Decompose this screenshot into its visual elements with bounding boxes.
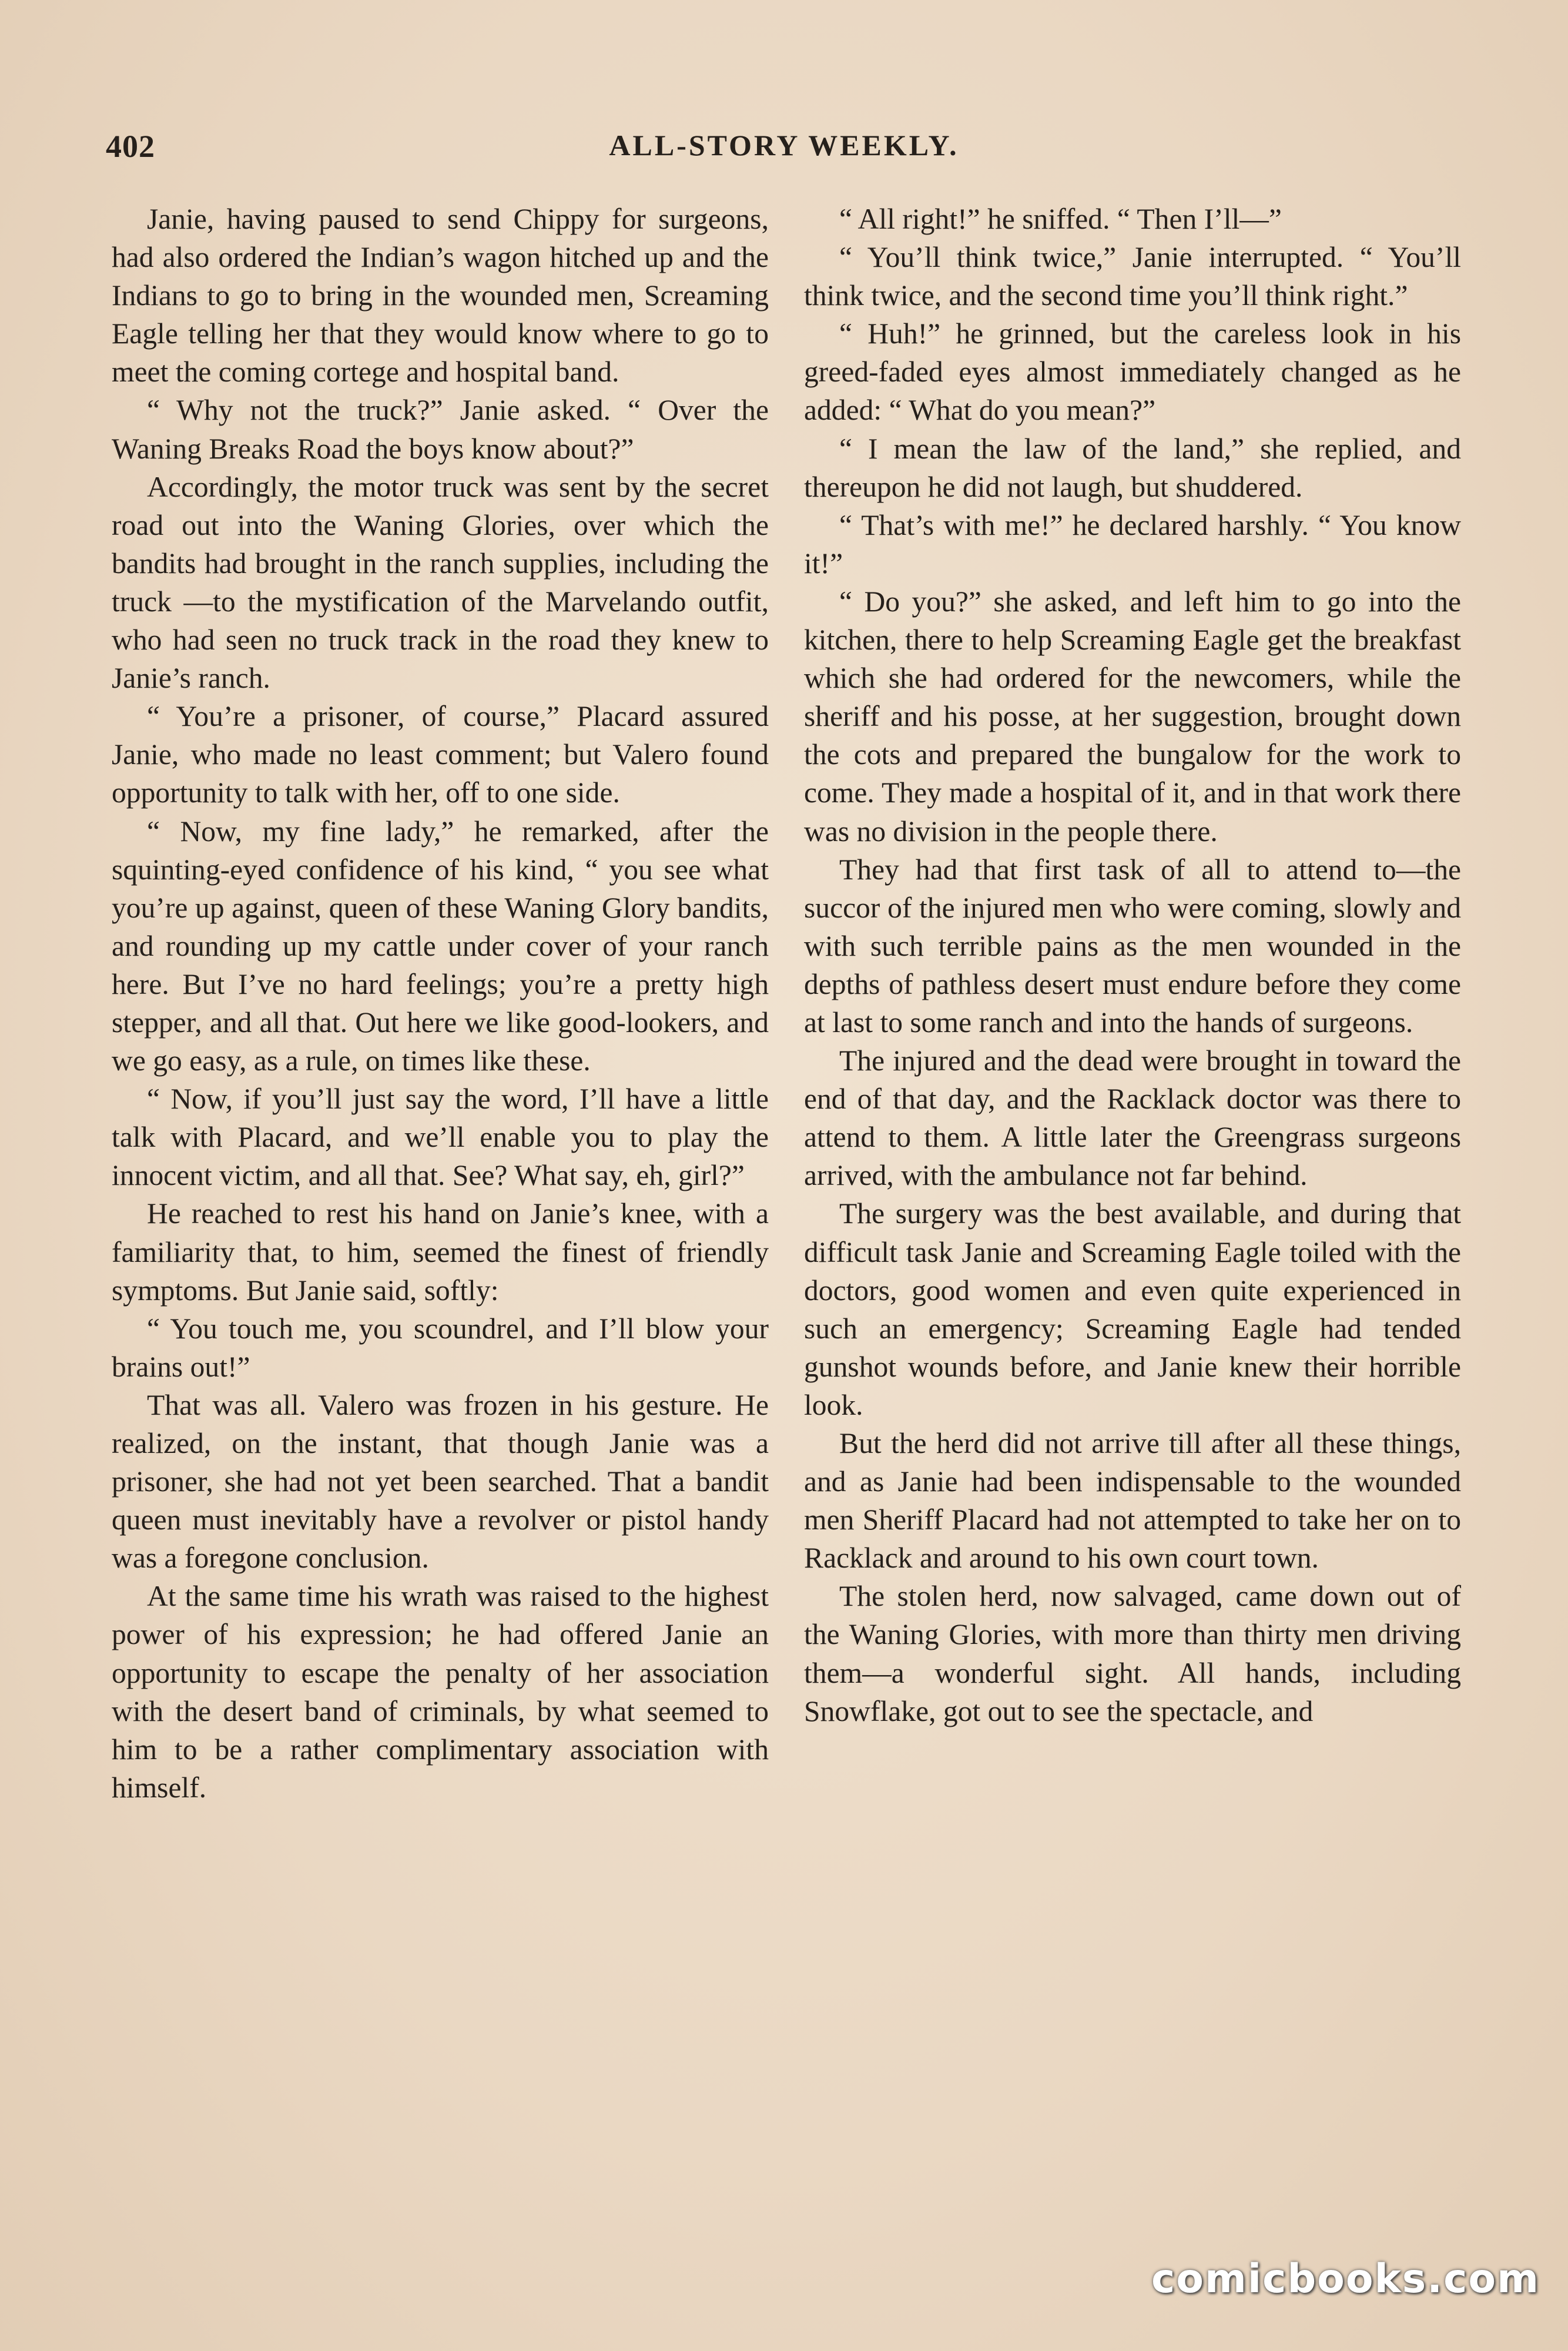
paragraph: The injured and the dead were brought in toward the end of that day, and the Racklack doctor was there to attend to them. A little later the Greengrass surgeons arrived, with the ambulance not far behind. xyxy=(804,1044,1461,1192)
watermark: comicbooks.com xyxy=(1151,2256,1540,2302)
page-number: 402 xyxy=(106,129,155,164)
running-head: ALL-STORY WEEKLY. xyxy=(609,129,959,162)
paragraph: Accordingly, the motor truck was sent by the secret road out into the Waning Glories, over which the bandits had brought in the ranch supplies, including the truck —to the mystification of the Marvelando outfit, who had seen no truck track in the road they knew to Janie’s ranch. xyxy=(112,470,769,695)
paragraph: “ Do you?” she asked, and left him to go into the kitchen, there to help Screaming Eagle get the breakfast which she had ordered for the newcomers, while the sheriff and his posse, at her suggestion, brought down the cots and prepared the bungalow for the work to come. They made a hospital of it, and in that work there was no division in the people there. xyxy=(804,585,1461,848)
paragraph: He reached to rest his hand on Janie’s knee, with a familiarity that, to him, seemed the finest of friendly symptoms. But Janie said, softly: xyxy=(112,1197,769,1307)
paragraph: “ You’re a prisoner, of course,” Placard assured Janie, who made no least comment; but Valero found opportunity to talk with her, off to one side. xyxy=(112,700,769,809)
paragraph: The surgery was the best available, and during that difficult task Janie and Screaming Eagle toiled with the doctors, good women and even quite experienced in such an emergency; Screaming Eagle had tended gunshot wounds before, and Janie knew their horrible look. xyxy=(804,1197,1461,1421)
paragraph: “ You touch me, you scoundrel, and I’ll blow your brains out!” xyxy=(112,1312,769,1383)
paragraph: Janie, having paused to send Chippy for surgeons, had also ordered the Indian’s wagon hitched up and the Indians to go to bring in the wounded men, Screaming Eagle telling her that they would know where to go to meet the coming cortege and hospital band. xyxy=(112,203,769,389)
left-column xyxy=(112,200,769,1807)
paragraph: But the herd did not arrive till after all these things, and as Janie had been indispensable to the wounded men Sheriff Placard had not attempted to take her on to Racklack and around to his own court town. xyxy=(804,1427,1461,1575)
paragraph: “ That’s with me!” he declared harshly. “ You know it!” xyxy=(804,508,1461,580)
page-header xyxy=(106,128,1462,175)
paragraph: “ All right!” he sniffed. “ Then I’ll—” xyxy=(839,203,1282,235)
paragraph: “ Now, my fine lady,” he remarked, after the squinting-eyed confidence of his kind, “ you see what you’re up against, queen of these Waning Glory bandits, and rounding up my cattle under cover of your ranch here. But I’ve no hard feelings; you’re a pretty high stepper, and all that. Out here we like good-lookers, and we go easy, as a rule, on times like these. xyxy=(112,815,769,1077)
paragraph: “ You’ll think twice,” Janie interrupted. “ You’ll think twice, and the second time you’ll think right.” xyxy=(804,241,1461,312)
paragraph: “ Now, if you’ll just say the word, I’ll have a little talk with Placard, and we’ll enable you to play the innocent victim, and all that. See? What say, eh, girl?” xyxy=(112,1083,769,1192)
paragraph: They had that first task of all to attend to—the succor of the injured men who were coming, slowly and with such terrible pains as the men wounded in the depths of pathless desert must endure before they come at last to some ranch and into the hands of surgeons. xyxy=(804,853,1461,1039)
paragraph: “ Why not the truck?” Janie asked. “ Over the Waning Breaks Road the boys know about?” xyxy=(112,394,769,465)
paragraph: “ I mean the law of the land,” she replied, and thereupon he did not laugh, but shuddered. xyxy=(804,432,1461,503)
paragraph: The stolen herd, now salvaged, came down out of the Waning Glories, with more than thirty men driving them—a wonderful sight. All hands, including Snowflake, got out to see the spectacle, and xyxy=(804,1580,1461,1727)
paragraph: That was all. Valero was frozen in his gesture. He realized, on the instant, that though Janie was a prisoner, she had not yet been searched. That a bandit queen must inevitably have a revolver or pistol handy was a foregone conclusion. xyxy=(112,1388,769,1575)
paragraph: At the same time his wrath was raised to the highest power of his expression; he had offered Janie an opportunity to escape the penalty of her association with the desert band of criminals, by what seemed to him to be a rather complimentary association with himself. xyxy=(112,1580,769,1804)
paragraph: “ Huh!” he grinned, but the careless look in his greed-faded eyes almost immediately changed as he added: “ What do you mean?” xyxy=(804,317,1461,427)
right-column xyxy=(804,200,1461,1730)
